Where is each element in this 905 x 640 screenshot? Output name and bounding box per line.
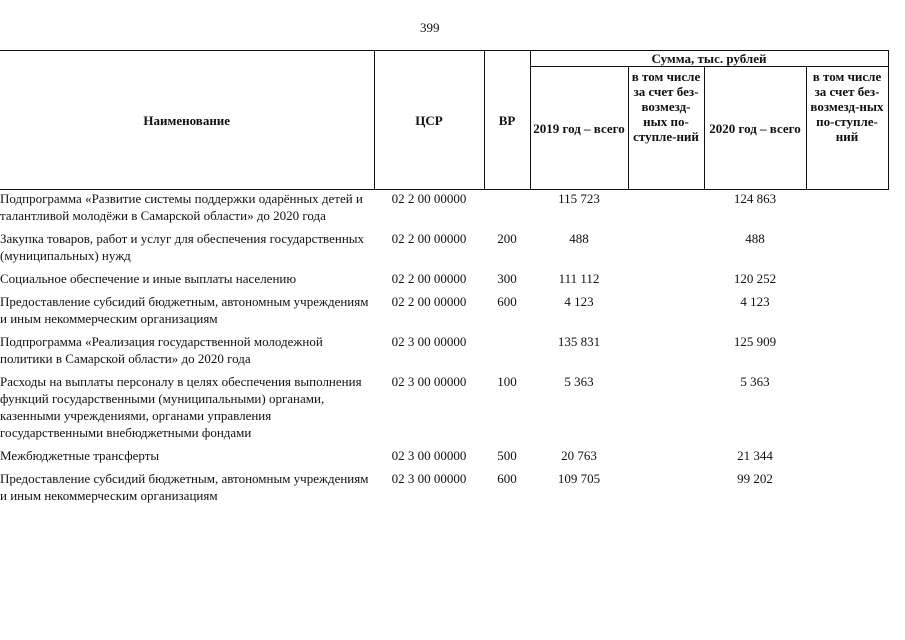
row-csr: 02 3 00 00000 (391, 471, 467, 486)
row-name: Предоставление субсидий бюджетным, автономным учреждениям и иным некоммерческим организациям (0, 471, 369, 503)
row-2020-free (806, 333, 888, 367)
row-vr: 300 (497, 271, 517, 286)
row-vr: 500 (497, 448, 517, 463)
row-2020-free (806, 447, 888, 464)
row-2020-total: 488 (745, 231, 765, 246)
row-2020-total: 99 202 (737, 471, 773, 486)
row-2019-total: 20 763 (561, 448, 597, 463)
row-2020-free (806, 293, 888, 327)
table-header (0, 51, 888, 190)
header-name: Наименование (0, 51, 374, 190)
header-csr: ЦСР (374, 51, 484, 190)
header-2020-free: в том числе за счет без-возмезд-ных по-ступле-ний (806, 67, 888, 190)
row-2020-total: 4 123 (740, 294, 770, 309)
row-csr: 02 3 00 00000 (391, 334, 467, 349)
row-2019-free (628, 470, 704, 504)
row-csr: 02 2 00 00000 (391, 191, 467, 206)
budget-table (0, 50, 889, 504)
table-body (0, 190, 888, 505)
row-2019-total: 4 123 (564, 294, 594, 309)
row-vr: 600 (497, 471, 517, 486)
row-2020-free (806, 470, 888, 504)
row-2020-free (806, 373, 888, 441)
row-2019-free (628, 230, 704, 264)
row-name: Социальное обеспечение и иные выплаты населению (0, 271, 297, 286)
row-name: Предоставление субсидий бюджетным, автономным учреждениям и иным некоммерческим организациям (0, 294, 369, 326)
header-2019-free: в том числе за счет без-возмезд-ных по-ступле-ний (628, 67, 704, 190)
row-2020-total: 5 363 (740, 374, 770, 389)
table-row (0, 470, 888, 504)
row-2019-free (628, 333, 704, 367)
table-row (0, 190, 888, 225)
row-2019-free (628, 190, 704, 225)
row-2020-free (806, 230, 888, 264)
row-2020-total: 124 863 (733, 191, 777, 206)
row-2019-free (628, 270, 704, 287)
row-name: Закупка товаров, работ и услуг для обеспечения государственных (муниципальных) нужд (0, 231, 365, 263)
row-csr: 02 3 00 00000 (391, 374, 467, 389)
table-row (0, 373, 888, 441)
table-row (0, 447, 888, 464)
header-2019-total: 2019 год – всего (530, 67, 628, 190)
row-2019-total: 135 831 (557, 334, 601, 349)
header-vr: ВР (484, 51, 530, 190)
row-2020-total: 125 909 (733, 334, 777, 349)
row-csr: 02 3 00 00000 (391, 448, 467, 463)
row-2019-free (628, 293, 704, 327)
row-csr: 02 2 00 00000 (391, 294, 467, 309)
row-name: Подпрограмма «Развитие системы поддержки одарённых детей и талантливой молодёжи в Самарской области» до 2020 года (0, 191, 363, 223)
header-2020-total: 2020 год – всего (704, 67, 806, 190)
row-2020-total: 120 252 (733, 271, 777, 286)
row-name: Межбюджетные трансферты (0, 448, 160, 463)
row-2020-free (806, 190, 888, 225)
row-2019-total: 115 723 (558, 191, 600, 206)
row-vr: 600 (497, 294, 517, 309)
table-row (0, 270, 888, 287)
row-vr (484, 190, 530, 225)
row-name: Расходы на выплаты персоналу в целях обеспечения выполнения функций государственными (муниципальными) органами, казенными учреждениями, органами управления государственными внебюджетными фондами (0, 374, 362, 440)
row-2020-total: 21 344 (737, 448, 773, 463)
row-2019-total: 5 363 (564, 374, 594, 389)
row-csr: 02 2 00 00000 (391, 231, 467, 246)
table-row (0, 230, 888, 264)
row-2019-total: 488 (569, 231, 589, 246)
row-csr: 02 2 00 00000 (391, 271, 467, 286)
row-name: Подпрограмма «Реализация государственной молодежной политики в Самарской области» до 2020 года (0, 334, 323, 366)
header-sum-group: Сумма, тыс. рублей (530, 51, 888, 67)
page-number: 399 (420, 20, 440, 35)
row-2019-total: 111 112 (558, 271, 600, 286)
row-2019-total: 109 705 (557, 471, 601, 486)
row-vr: 100 (497, 374, 517, 389)
table-row (0, 293, 888, 327)
row-2019-free (628, 447, 704, 464)
table-row (0, 333, 888, 367)
row-2019-free (628, 373, 704, 441)
row-vr: 200 (497, 231, 517, 246)
row-vr (484, 333, 530, 367)
row-2020-free (806, 270, 888, 287)
